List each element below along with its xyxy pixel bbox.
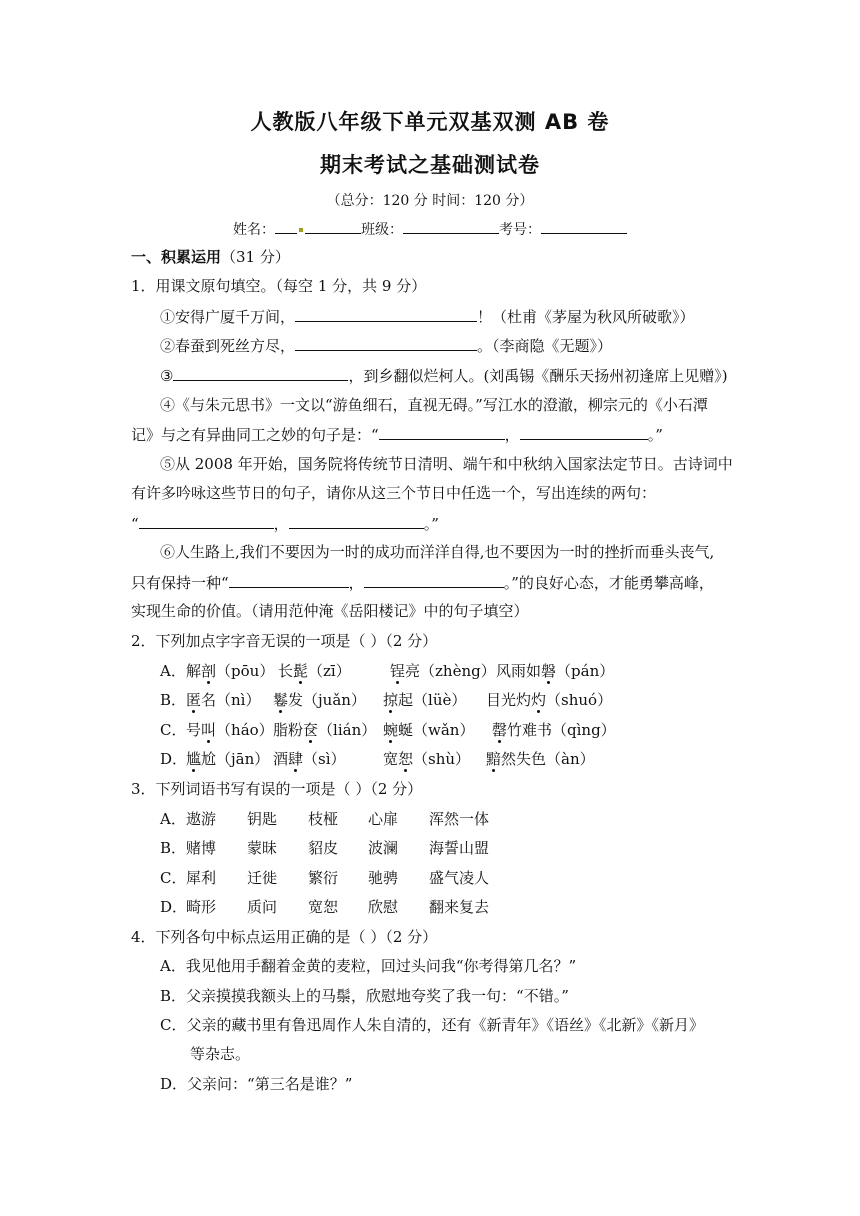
- q1-item-4-end: 。”: [647, 426, 663, 444]
- q3-word: 犀利: [186, 869, 217, 887]
- q3-word: 海誓山盟: [429, 839, 490, 857]
- q3-word: 貂皮: [308, 839, 339, 857]
- q2-c-word-1: 号叫（háo）: [186, 721, 274, 739]
- q1-item-6-text: 只有保持一种“: [131, 574, 229, 592]
- q3-word: 欣慰: [368, 898, 399, 916]
- q3-word: 波澜: [368, 839, 399, 857]
- q1-item-4-blank-1[interactable]: [379, 424, 505, 440]
- section-1-title: 一、积累运用: [131, 248, 222, 266]
- q1-stem: 1．用课文原句填空。（每空 1 分，共 9 分）: [131, 277, 427, 295]
- q3-word: 枝桠: [308, 810, 339, 828]
- q4-option-c[interactable]: C．父亲的藏书里有鲁迅周作人朱自清的，还有《新青年》《语丝》《北新》《新月》: [160, 1016, 704, 1034]
- q2-option-b-label: B．: [160, 691, 187, 709]
- q3-word: 迁徙: [247, 869, 278, 887]
- q1-item-3: [160, 365, 728, 386]
- q3-word: 钥匙: [247, 810, 278, 828]
- q1-item-2: [160, 335, 612, 356]
- q3-option-label: C．: [160, 869, 187, 887]
- q2-stem: 2．下列加点字字音无误的一项是（ ）（2 分）: [131, 632, 438, 650]
- q2-b-word-1: 匿名（nì）: [186, 691, 261, 709]
- q2-d-word-4: 黯然失色（àn）: [486, 750, 595, 768]
- q1-item-5-open-quote: “: [131, 515, 139, 533]
- q2-d-word-1: 尴尬（jān）: [186, 750, 270, 768]
- q1-item-4-line-1: ④《与朱元思书》一文以“游鱼细石，直视无碍。”写江水的澄澈，柳宗元的《小石潭: [160, 396, 708, 414]
- q2-b-word-4: 目光灼灼（shuó）: [486, 691, 613, 709]
- exam-subtitle: 期末考试之基础测试卷: [320, 153, 540, 177]
- q2-option-a-label: A．: [160, 662, 186, 680]
- q1-item-6-line-2: [131, 572, 714, 593]
- q4-stem: 4．下列各句中标点运用正确的是（ ）（2 分）: [131, 928, 438, 946]
- q3-word: 盛气凌人: [429, 869, 490, 887]
- q2-b-word-3: 掠起（lüè）: [383, 691, 467, 709]
- q3-option-label: A．: [160, 810, 186, 828]
- section-1-heading: [131, 247, 290, 267]
- q1-item-6-text-2: 。”的良好心态，才能勇攀高峰，: [503, 574, 714, 592]
- q3-word: 质问: [247, 898, 278, 916]
- q1-item-4-text: 记》与之有异曲同工之妙的句子是：“: [131, 426, 379, 444]
- q1-item-5-blank-2[interactable]: [289, 513, 424, 529]
- q4-option-a[interactable]: A．我见他用手翻着金黄的麦粒，回过头问我“你考得第几名？”: [160, 957, 577, 975]
- q1-item-6-comma: ，: [348, 574, 364, 592]
- q1-item-4-line-2: [131, 424, 663, 445]
- q1-item-6-line-3: 实现生命的价值。（请用范仲淹《岳阳楼记》中的句子填空）: [131, 602, 529, 620]
- q3-word: 心扉: [368, 810, 399, 828]
- q3-word: 宽恕: [308, 898, 339, 916]
- q4-option-b[interactable]: B．父亲摸摸我额头上的马鬃，欣慰地夸奖了我一句：“不错。”: [160, 987, 569, 1005]
- name-blank-b[interactable]: [305, 218, 361, 234]
- q3-option-label: D．: [160, 898, 188, 916]
- student-info-line: [0, 218, 860, 239]
- q1-item-5-comma: ，: [273, 515, 289, 533]
- q1-item-1: [160, 306, 695, 327]
- name-label: 姓名：: [233, 222, 275, 238]
- section-1-points: （31 分）: [221, 248, 290, 266]
- q3-option-label: B．: [160, 839, 187, 857]
- class-blank[interactable]: [403, 218, 499, 234]
- q1-item-6-blank-2[interactable]: [364, 572, 504, 588]
- q3-word: 浑然一体: [429, 810, 490, 828]
- q3-word: 驰骋: [368, 869, 399, 887]
- q1-item-3-num: ③: [160, 367, 174, 385]
- q3-word: 翻来复去: [429, 898, 490, 916]
- q4-option-d[interactable]: D．父亲问：“第三名是谁？”: [160, 1075, 353, 1093]
- q2-c-word-4: 罄竹难书（qìng）: [492, 721, 616, 739]
- q2-d-word-2: 酒肆（sì）: [273, 750, 346, 768]
- q1-item-5-line-1: ⑤从 2008 年开始，国务院将传统节日清明、端午和中秋纳入国家法定节日。古诗词中: [160, 455, 733, 473]
- q1-item-3-blank[interactable]: [173, 365, 348, 381]
- q2-b-word-2: 鬈发（juǎn）: [273, 691, 366, 709]
- q4-option-c-cont: 等杂志。: [190, 1045, 251, 1063]
- q2-option-c-label: C．: [160, 721, 187, 739]
- q1-item-1-source: ！（杜甫《茅屋为秋风所破歌》）: [477, 308, 695, 326]
- q1-item-6-line-1: ⑥人生路上,我们不要因为一时的成功而洋洋自得,也不要因为一时的挫折而垂头丧气,: [160, 543, 715, 561]
- q1-item-3-text: ，到乡翻似烂柯人。(刘禹锡《酬乐天扬州初逢席上见赠》): [348, 367, 728, 385]
- exam-meta: （总分：120 分 时间：120 分）: [326, 193, 534, 209]
- q2-option-d-label: D．: [160, 750, 188, 768]
- id-blank[interactable]: [541, 218, 627, 234]
- q1-item-2-blank[interactable]: [295, 335, 477, 351]
- q1-item-4-blank-2[interactable]: [520, 424, 648, 440]
- q1-item-2-source: 。（李商隐《无题》）: [477, 337, 613, 355]
- q2-a-word-4: 风雨如磐（pán）: [496, 662, 615, 680]
- name-blank-a[interactable]: [275, 218, 297, 234]
- id-label: 考号：: [499, 222, 541, 238]
- q1-item-5-blank-1[interactable]: [139, 513, 274, 529]
- q1-item-2-text: ②春蚕到死丝方尽，: [160, 337, 296, 355]
- exam-title: 人教版八年级下单元双基双测 AB 卷: [250, 110, 610, 134]
- q1-item-5-end: 。”: [423, 515, 439, 533]
- q1-item-5-line-3: [131, 513, 439, 534]
- q1-item-5-line-2: 有许多吟咏这些节日的句子，请你从这三个节日中任选一个，写出连续的两句：: [131, 484, 657, 502]
- q2-c-word-3: 蜿蜒（wǎn）: [383, 721, 475, 739]
- q1-item-1-blank[interactable]: [295, 306, 477, 322]
- stray-mark: [299, 228, 303, 232]
- q2-a-word-2: 长髭（zī）: [278, 662, 351, 680]
- q2-a-word-1: 解剖（pōu）: [186, 662, 275, 680]
- q2-d-word-3: 宽恕（shù）: [383, 750, 471, 768]
- q1-item-1-text: ①安得广厦千万间，: [160, 308, 296, 326]
- q2-c-word-2: 脂粉奁（lián）: [273, 721, 377, 739]
- q3-stem: 3．下列词语书写有误的一项是（ ）（2 分）: [131, 780, 423, 798]
- q1-item-6-blank-1[interactable]: [229, 572, 349, 588]
- q3-word: 蒙昧: [247, 839, 278, 857]
- q3-word: 畸形: [186, 898, 217, 916]
- q2-a-word-3: 锃亮（zhèng）: [390, 662, 496, 680]
- q3-word: 赌博: [186, 839, 217, 857]
- q3-word: 遨游: [186, 810, 217, 828]
- q1-item-4-comma: ，: [504, 426, 520, 444]
- class-label: 班级：: [361, 222, 403, 238]
- q3-word: 繁衍: [308, 869, 339, 887]
